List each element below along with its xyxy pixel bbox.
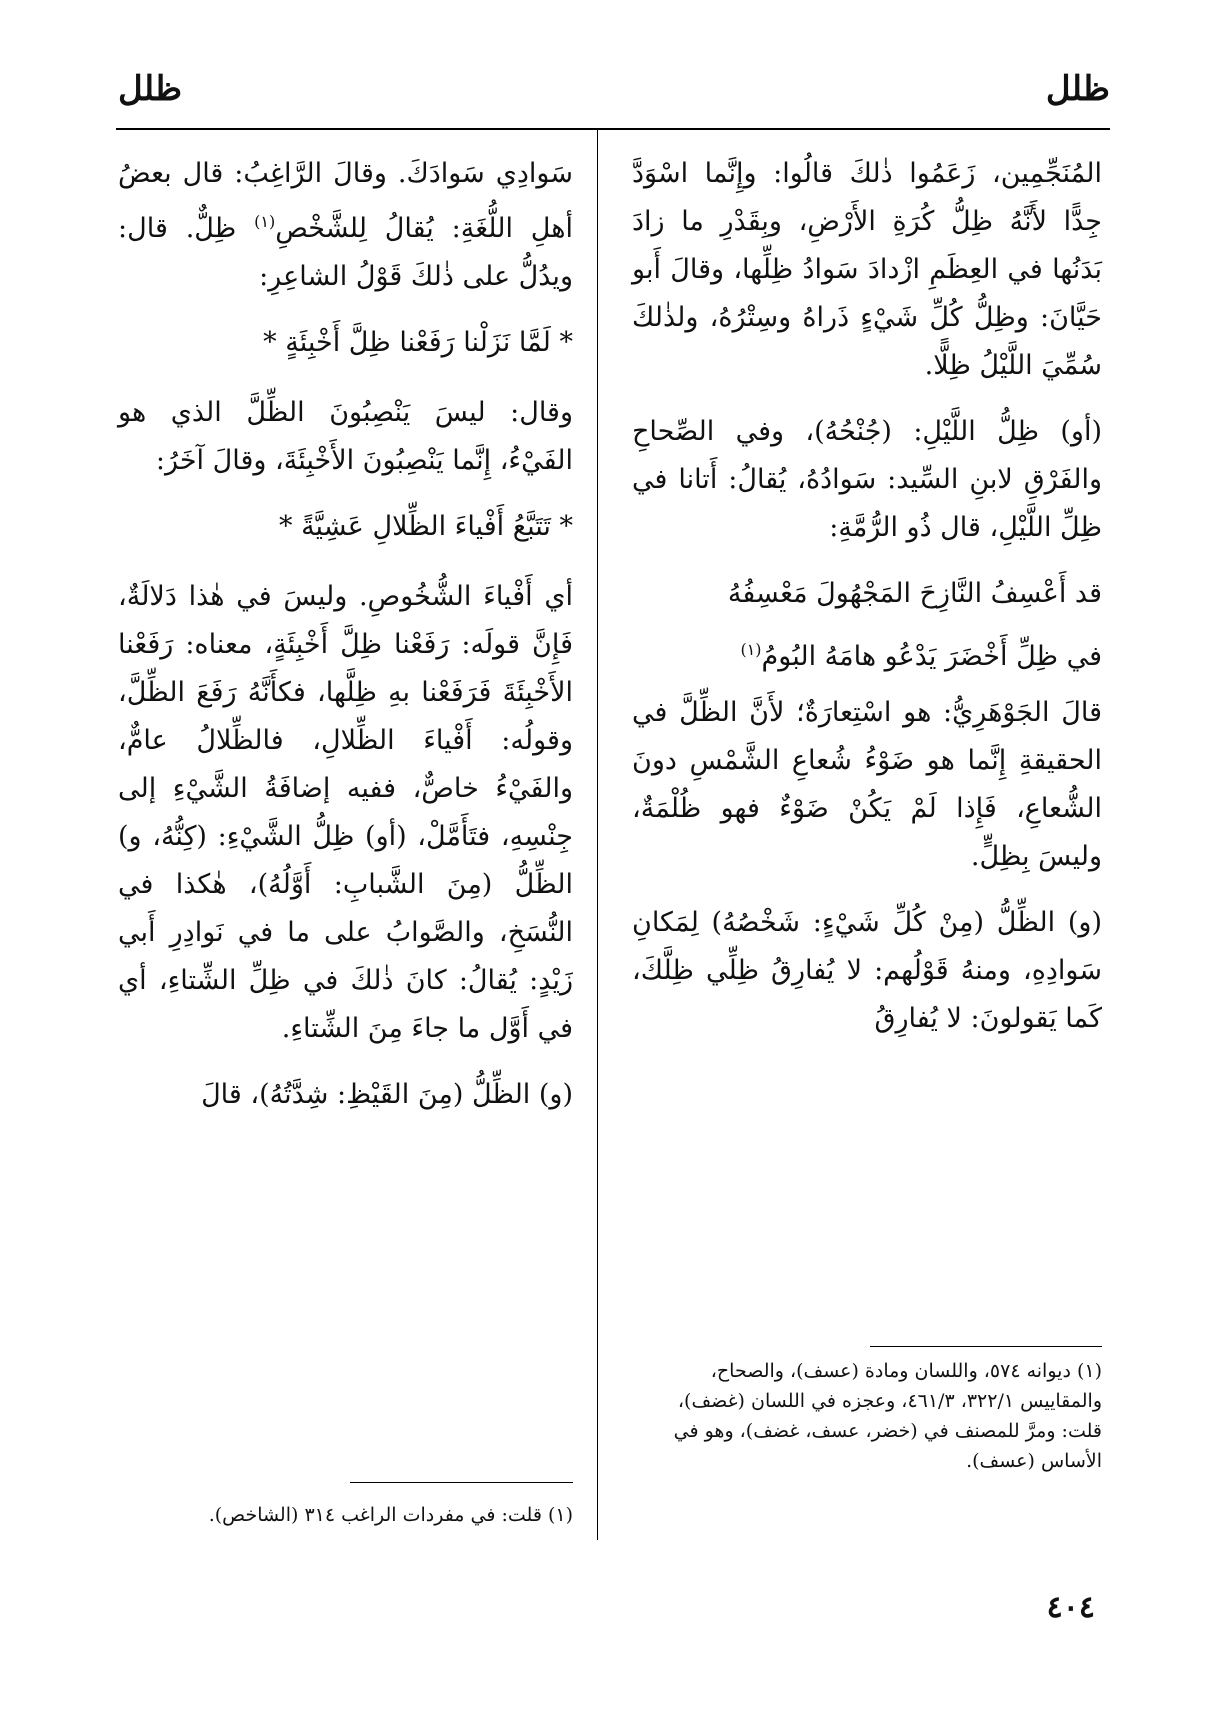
header-rule xyxy=(116,128,1110,130)
right-paragraph-2: (أو) ظِلُّ اللَّيْلِ: (جُنْحُهُ)، وفي الصِّحاحِ والفَرْقِ لابنِ السِّيد: سَوادُهُ، يُقالُ: أَتانا في ظِلِّ اللَّيْلِ، قال ذُو الرُّمَّةِ: xyxy=(632,416,1102,543)
page-number: ٤٠٤ xyxy=(1046,1590,1095,1625)
right-verse-2-footnote-marker[interactable]: (١) xyxy=(740,640,762,659)
left-paragraph-2: وقال: ليسَ يَنْصِبُونَ الظِّلَّ الذي هو الفَيْءُ، إِنَّما يَنْصِبُونَ الأَخْبِئَةَ، وقالَ آخَرُ: xyxy=(118,397,573,476)
column-divider xyxy=(597,130,598,1540)
left-footnote-text: (١) قلت: في مفردات الراغب ٣١٤ (الشاخص). xyxy=(208,1504,573,1526)
right-footnote xyxy=(632,1356,1102,1476)
left-paragraph-3: أي أَفْياءَ الشُّخُوصِ. وليسَ في هٰذا دَلالَةٌ، فَإِنَّ قولَه: رَفَعْنا ظِلَّ أَخْبِئَةٍ، معناه: رَفَعْنا الأَخْبِئَةَ فَرَفَعْنا بهِ ظِلَّها، فكأَنَّهُ رَفَعَ الظِّلَّ، وقولُه: أَفْياءَ الظِّلالِ، فالظِّلالُ عامٌّ، والفَيْءُ خاصٌّ، ففيه إضافَةُ الشَّيْءِ إلى جِنْسِهِ، فتَأَمَّلْ، (أو) ظِلُّ الشَّيْءِ: (كِنُّهُ، و) الظِّلُّ (مِنَ الشَّبابِ: أَوَّلُهُ)، هٰكذا في النُّسَخِ، والصَّوابُ على ما في نَوادِرِ أَبي زَيْدٍ: يُقالُ: كانَ ذٰلكَ في ظِلِّ الشِّتاءِ، أي في أَوَّل ما جاءَ مِنَ الشِّتاءِ. xyxy=(118,581,573,1044)
left-paragraph-1-rest: ظِلٌّ. قال: ويدُلُّ على ذٰلكَ قَوْلُ الشاعِرِ: xyxy=(118,213,573,292)
right-column xyxy=(632,150,1102,1061)
left-column xyxy=(118,150,573,1137)
headword-right: ظلل xyxy=(1045,69,1110,109)
left-paragraph-1 xyxy=(118,150,573,301)
right-verse-1: قد أَعْسِفُ النَّازِحَ المَجْهُولَ مَعْسِفُهُ xyxy=(727,578,1102,609)
left-paragraph-4: (و) الظِّلُّ (مِنَ القَيْظِ: شِدَّتُهُ)، قالَ xyxy=(201,1079,573,1110)
right-paragraph-3: قالَ الجَوْهَرِيُّ: هو اسْتِعارَةٌ؛ لأَنَّ الظِّلَّ في الحقيقةِ إِنَّما هو ضَوْءُ شُعاعِ الشَّمْسِ دونَ الشُّعاعِ، فَإِذا لَمْ يَكُنْ ضَوْءٌ فهو ظُلْمَةٌ، وليسَ بِظِلٍّ. xyxy=(632,697,1102,872)
right-footnote-text: (١) ديوانه ٥٧٤، واللسان ومادة (عسف)، والصحاح، والمقاييس ٣٢٢/١، ٤٦١/٣، وعجزه في اللسان (غضف)، قلت: ومرَّ للمصنف في (خضر، عسف، غضف)، وهو في الأساس (عسف). xyxy=(673,1360,1102,1472)
headword-left: ظلل xyxy=(118,69,183,109)
right-paragraph-4: (و) الظِّلُّ (مِنْ كُلِّ شَيْءٍ: شَخْصُهُ) لِمَكانِ سَوادِهِ، ومنهُ قَوْلُهم: لا يُفارِقُ ظِلِّي ظِلَّكَ، كَما يَقولونَ: لا يُفارِقُ xyxy=(632,907,1102,1034)
left-footnote xyxy=(118,1500,573,1530)
right-footnote-rule xyxy=(870,1346,1102,1347)
right-verse-2-line xyxy=(632,626,1102,681)
left-paragraph-1-text: سَوادِي سَوادَكَ. وقالَ الرَّاغِبُ: قال بعضُ أهلِ اللُّغَةِ: يُقالُ لِلشَّخْصِ xyxy=(118,158,573,244)
left-verse-2: * تَتَبَّعُ أَفْياءَ الظِّلالِ عَشِيَّةً * xyxy=(279,511,573,542)
left-verse-1: * لَمَّا نَزَلْنا رَفَعْنا ظِلَّ أَخْبِئَةٍ * xyxy=(263,327,573,358)
left-footnote-marker[interactable]: (١) xyxy=(254,212,276,231)
right-paragraph-1: المُنَجِّمِين، زَعَمُوا ذٰلكَ قالُوا: وإِنَّما اسْوَدَّ جِدًّا لأَنَّهُ ظِلُّ كُرَةِ الأَرْضِ، وبِقَدْرِ ما زادَ بَدَنُها في العِظَمِ ازْدادَ سَوادُ ظِلِّها، وقالَ أَبو حَيَّانَ: وظِلُّ كُلِّ شَيْءٍ ذَراهُ وسِتْرُهُ، ولذٰلكَ سُمِّيَ اللَّيْلُ ظِلًّا. xyxy=(632,158,1102,381)
right-verse-2: في ظِلِّ أَخْضَرَ يَدْعُو هامَهُ البُومُ xyxy=(761,641,1102,672)
left-footnote-rule xyxy=(350,1482,573,1483)
